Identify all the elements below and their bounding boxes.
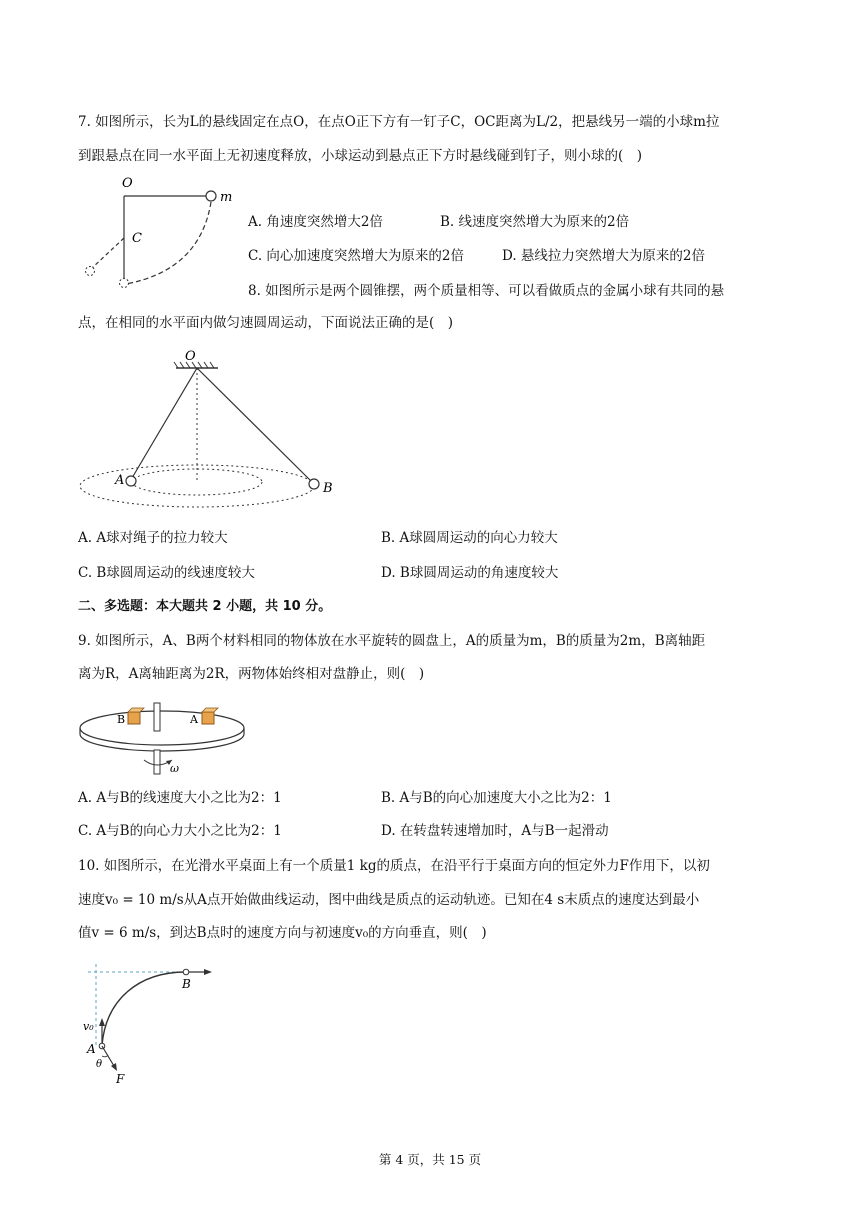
- q8-string-b: [197, 368, 312, 482]
- q9-block-a-top: [202, 708, 218, 712]
- q10-stem-line3: 值v = 6 m/s，到达B点时的速度方向与初速度v₀的方向垂直，则( ): [78, 925, 487, 941]
- q8-ball-a: [126, 476, 136, 486]
- q8-option-b[interactable]: B. A球圆周运动的向心力较大: [381, 530, 558, 546]
- q10-stem-line2: 速度v₀ = 10 m/s从A点开始做曲线运动，图中曲线是质点的运动轨迹。已知在4 s末质点的速度达到最小: [78, 892, 700, 908]
- q7-ball-dashed-bottom: [120, 279, 129, 288]
- q10-label-f: F: [116, 1072, 125, 1085]
- q10-trajectory-figure: [78, 960, 228, 1085]
- q10-force-f: [102, 1046, 114, 1066]
- q7-label-o: O: [122, 176, 133, 191]
- q7-stem-line1: 7. 如图所示，长为L的悬线固定在点O，在点O正下方有一钉子C，OC距离为L/2，把悬线另一端的小球m拉: [78, 114, 720, 130]
- q8-stem-line1: 8. 如图所示是两个圆锥摆，两个质量相等、可以看做质点的金属小球有共同的悬: [248, 283, 725, 299]
- q10-point-b: [183, 969, 189, 975]
- q9-axle-top: [154, 703, 160, 731]
- q8-stem-line2: 点，在相同的水平面内做匀速圆周运动，下面说法正确的是( ): [78, 315, 454, 331]
- q9-turntable-figure: [78, 690, 250, 778]
- q7-label-c: C: [132, 231, 142, 246]
- q7-label-m: m: [220, 190, 233, 205]
- q10-stem-line1: 10. 如图所示，在光滑水平桌面上有一个质量1 kg的质点，在沿平行于桌面方向的恒定外力F作用下，以初: [78, 858, 710, 874]
- q8-string-a: [132, 368, 197, 478]
- q9-label-omega: ω: [170, 762, 179, 775]
- q7-dashed-string: [92, 238, 124, 268]
- q9-stem-line1: 9. 如图所示，A、B两个材料相同的物体放在水平旋转的圆盘上，A的质量为m，B的质量为2m，B离轴距: [78, 633, 706, 649]
- q8-option-a[interactable]: A. A球对绳子的拉力较大: [78, 530, 228, 546]
- q8-label-a: A: [115, 473, 125, 488]
- q9-option-a[interactable]: A. A与B的线速度大小之比为2：1: [78, 790, 282, 806]
- q9-axle-bottom: [154, 750, 160, 774]
- q10-velocity-a-arrowhead: [99, 1018, 105, 1026]
- q10-label-v0: v₀: [83, 1020, 94, 1033]
- q7-option-d[interactable]: D. 悬线拉力突然增大为原来的2倍: [502, 248, 706, 264]
- q9-block-a: [202, 712, 214, 724]
- q10-trajectory-curve: [102, 972, 186, 1045]
- q10-label-b: B: [182, 977, 191, 991]
- q9-label-a: A: [190, 713, 198, 726]
- q7-option-c[interactable]: C. 向心加速度突然增大为原来的2倍: [248, 248, 465, 264]
- q9-stem-line2: 离为R，A离轴距离为2R，两物体始终相对盘静止，则( ): [78, 666, 425, 682]
- q7-ball-m: [206, 191, 216, 201]
- q7-ball-dashed-left: [86, 267, 95, 276]
- q10-label-a: A: [87, 1042, 96, 1056]
- q10-velocity-b-arrowhead: [204, 969, 212, 975]
- q8-conical-pendulum-figure: [78, 342, 358, 512]
- q7-stem-line2: 到跟悬点在同一水平面上无初速度释放，小球运动到悬点正下方时悬线碰到钉子，则小球的( ): [78, 148, 643, 164]
- page-footer: 第 4 页，共 15 页: [378, 1152, 482, 1167]
- q8-label-o: O: [185, 349, 196, 364]
- q7-pendulum-figure: [80, 170, 240, 295]
- q7-option-a[interactable]: A. 角速度突然增大2倍: [248, 214, 383, 230]
- q9-option-d[interactable]: D. 在转盘转速增加时，A与B一起滑动: [381, 823, 609, 839]
- q7-option-b[interactable]: B. 线速度突然增大为原来的2倍: [440, 214, 630, 230]
- q9-label-b: B: [117, 713, 126, 726]
- q10-label-theta: θ: [96, 1059, 103, 1070]
- q8-option-d[interactable]: D. B球圆周运动的角速度较大: [381, 565, 559, 581]
- q9-option-c[interactable]: C. A与B的向心力大小之比为2：1: [78, 823, 282, 839]
- q9-option-b[interactable]: B. A与B的向心加速度大小之比为2：1: [381, 790, 612, 806]
- section-2-heading: 二、多选题：本大题共 2 小题，共 10 分。: [78, 599, 332, 614]
- q10-force-f-arrowhead: [111, 1063, 117, 1071]
- q9-block-b: [128, 712, 140, 724]
- q8-label-b: B: [323, 481, 333, 496]
- q8-option-c[interactable]: C. B球圆周运动的线速度较大: [78, 565, 255, 581]
- q9-disk-top: [80, 711, 244, 745]
- q8-ball-b: [309, 479, 319, 489]
